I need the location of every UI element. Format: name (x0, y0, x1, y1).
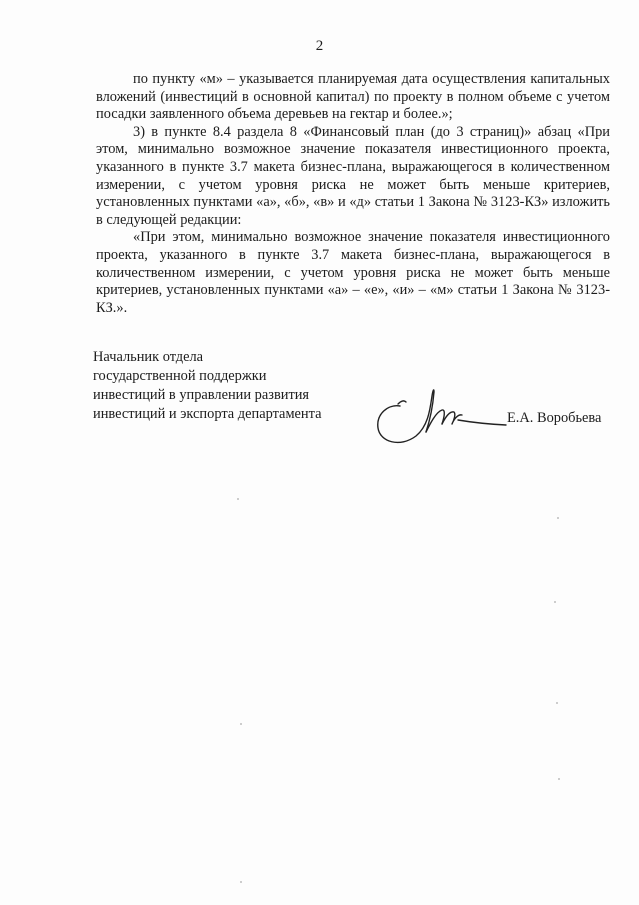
scan-speck (556, 702, 558, 704)
signatory-title (93, 348, 322, 424)
scan-speck (554, 601, 556, 603)
scan-speck (557, 517, 559, 519)
signatory-title-line: инвестиций и экспорта департамента (93, 406, 322, 422)
signatory-title-line: Начальник отдела (93, 349, 204, 365)
signatory-title-line: государственной поддержки (93, 368, 267, 384)
document-body (96, 71, 610, 317)
paragraph-new-wording: «При этом, минимально возможное значение показателя инвестиционного проекта, указанного в пункте 3.7 макета бизнес-плана, выражающегося в количественном измерении, с учетом уровня риска не может быть меньше критериев, установленных пунктами «а» – «е», «и» – «м» статьи 1 Закона № 3123-КЗ.». (96, 229, 610, 316)
signatory-title-line: инвестиций в управлении развития (93, 387, 310, 403)
scan-speck (240, 723, 242, 725)
paragraph-amendment-3: 3) в пункте 8.4 раздела 8 «Финансовый план (до 3 страниц)» абзац «При этом, минимально возможное значение показателя инвестиционного проекта, указанного в пункте 3.7 макета бизнес-плана, выражающегося в количественном измерении, с учетом уровня риска не может быть меньше критериев, установленных пунктами «а», «б», «в» и «д» статьи 1 Закона № 3123-КЗ» изложить в следующей редакции: (96, 123, 610, 228)
paragraph-item-m: по пункту «м» – указывается планируемая дата осуществления капитальных вложений (инвестиций в основной капитал) по проекту в полном объеме с учетом посадки заявленного объема деревьев на гектар и более.»; (96, 71, 610, 123)
scan-speck (240, 881, 242, 883)
scan-speck (558, 778, 560, 780)
page-number: 2 (315, 38, 324, 54)
handwritten-signature-icon (370, 384, 515, 454)
signatory-name: Е.А. Воробьева (507, 410, 602, 426)
scan-speck (237, 498, 239, 500)
